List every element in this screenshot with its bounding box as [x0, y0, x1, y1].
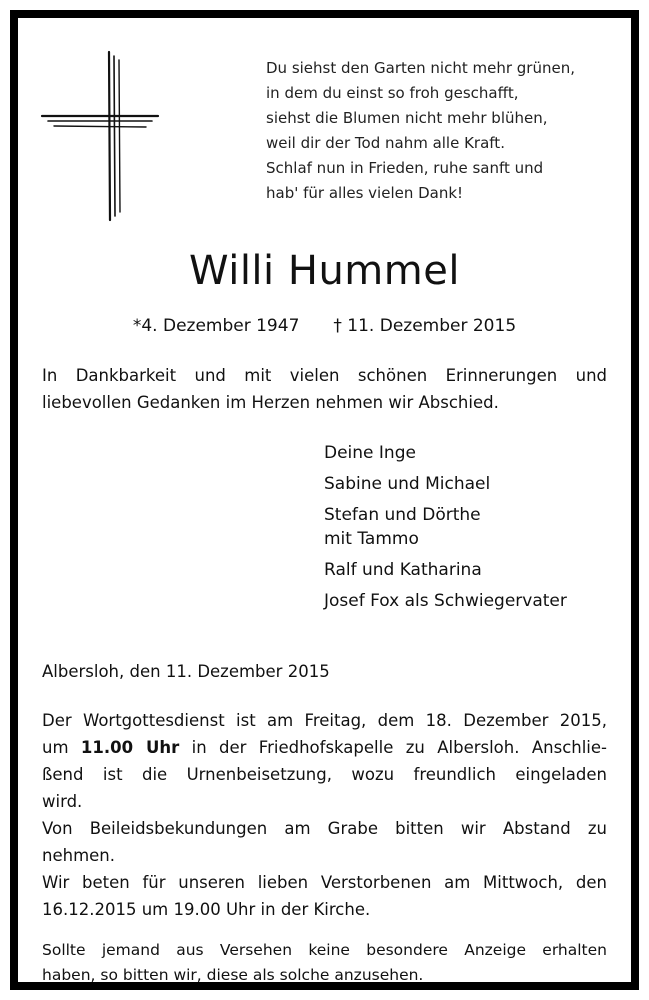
poem-line: in dem du einst so froh geschafft, — [266, 84, 519, 102]
farewell-line: liebevollen Gedanken im Herzen nehmen wir Abschied. — [42, 393, 499, 412]
mourner: Stefan und Dörthe — [324, 505, 481, 525]
deceased-name: Willi Hummel — [189, 248, 460, 294]
request-line: Sollte jemand aus Versehen keine besondere Anzeige erhalten — [42, 941, 607, 959]
mourner: Sabine und Michael — [324, 474, 491, 494]
death-date: † 11. Dezember 2015 — [333, 316, 517, 336]
notice-request — [42, 938, 607, 988]
service-text: um — [42, 738, 81, 757]
farewell-text — [42, 362, 607, 416]
service-time: 11.00 Uhr — [80, 738, 180, 757]
death-notice — [10, 10, 639, 990]
service-line: Wir beten für unseren lieben Verstorbenen am Mittwoch, den — [42, 873, 607, 892]
poem-line: siehst die Blumen nicht mehr blühen, — [266, 109, 548, 127]
mourner: Josef Fox als Schwiegervater — [324, 591, 567, 611]
mourner-continuation: mit Tammo — [324, 529, 419, 549]
cross-icon — [40, 50, 160, 222]
poem-line: Schlaf nun in Frieden, ruhe sanft und — [266, 159, 544, 177]
life-dates — [18, 314, 631, 338]
poem-line: hab' für alles vielen Dank! — [266, 184, 464, 202]
poem-line: Du siehst den Garten nicht mehr grünen, — [266, 59, 575, 77]
mourner: Ralf und Katharina — [324, 560, 482, 580]
request-line: haben, so bitten wir, diese als solche anzusehen. — [42, 966, 424, 984]
mourner: Deine Inge — [324, 443, 416, 463]
service-info — [42, 707, 607, 923]
service-line: nehmen. — [42, 846, 115, 865]
service-line: wird. — [42, 792, 83, 811]
service-line: Der Wortgottesdienst ist am Freitag, dem 18. Dezember 2015, — [42, 711, 607, 730]
service-line: Von Beileidsbekundungen am Grabe bitten wir Abstand zu — [42, 819, 607, 838]
service-text: in der Friedhofskapelle zu Albersloh. Anschlie- — [179, 738, 607, 757]
poem — [266, 56, 606, 206]
service-line: 16.12.2015 um 19.00 Uhr in der Kirche. — [42, 900, 371, 919]
farewell-line: In Dankbarkeit und mit vielen schönen Erinnerungen und — [42, 366, 607, 385]
service-line — [42, 734, 607, 761]
mourners-list — [324, 438, 567, 617]
birth-date: *4. Dezember 1947 — [132, 316, 300, 336]
poem-line: weil dir der Tod nahm alle Kraft. — [266, 134, 505, 152]
service-line: ßend ist die Urnenbeisetzung, wozu freundlich eingeladen — [42, 765, 607, 784]
place-date: Albersloh, den 11. Dezember 2015 — [42, 662, 330, 681]
